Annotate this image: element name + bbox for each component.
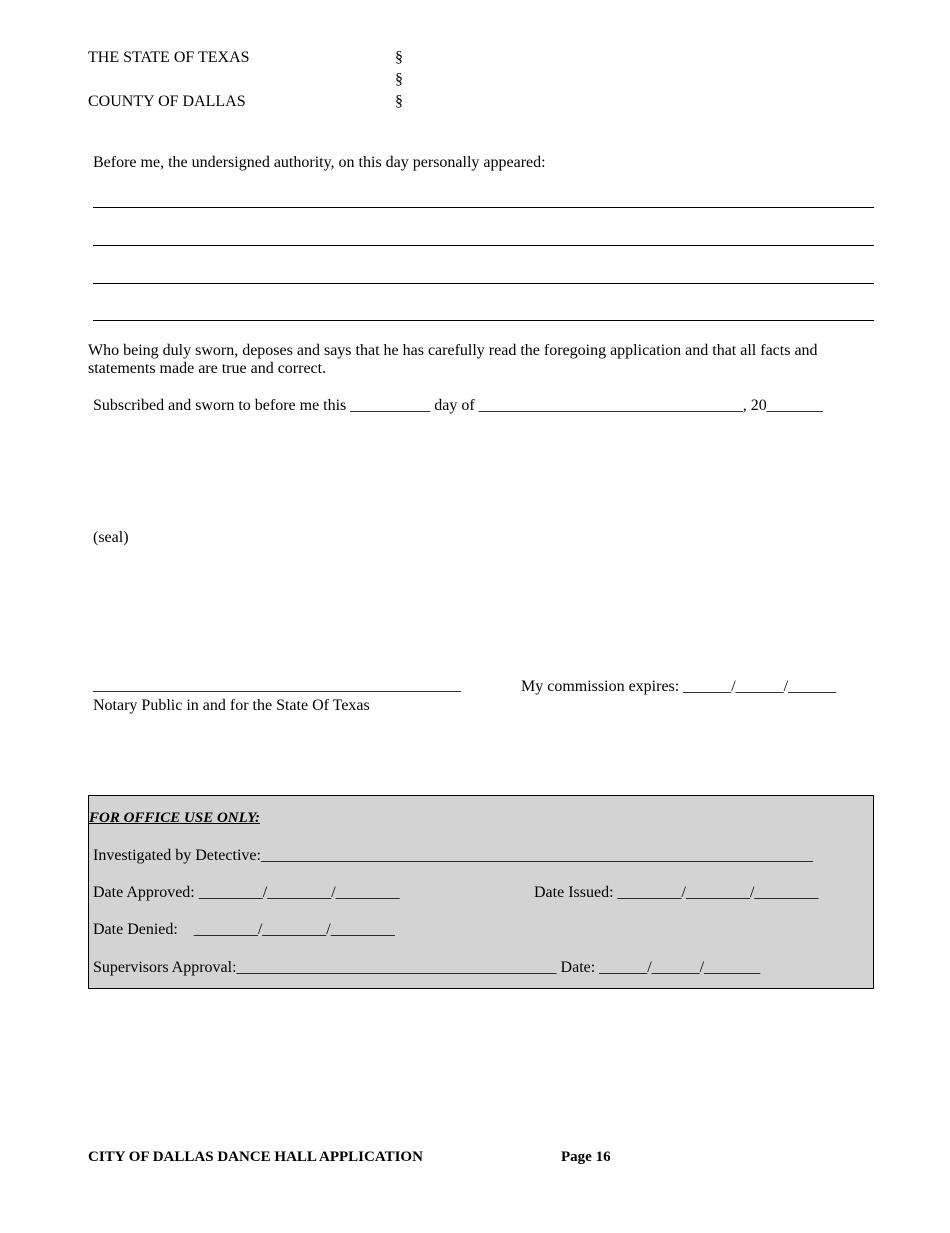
appearer-line-1[interactable] [93,207,874,208]
section-mark: § [395,49,403,66]
section-mark: § [395,93,403,110]
subscribed-line: Subscribed and sworn to before me this __________ day of _________________________________, 20_______ [93,397,823,414]
notary-signature-line[interactable]: ______________________________________________ [93,677,461,694]
seal-label: (seal) [93,529,129,546]
county-label: COUNTY OF DALLAS [88,93,246,110]
notary-label: Notary Public in and for the State Of Texas [93,697,370,714]
office-use-box [88,795,874,989]
commission-expires: My commission expires: ______/______/______ [521,678,837,695]
investigated-by-field[interactable]: Investigated by Detective:_____________________________________________________________________ [93,847,813,864]
application-title: CITY OF DALLAS DANCE HALL APPLICATION [88,1149,423,1165]
date-approved-field[interactable]: Date Approved: ________/________/________ [93,884,400,901]
state-label: THE STATE OF TEXAS [88,49,250,66]
office-use-title: FOR OFFICE USE ONLY: [89,810,261,826]
appearer-line-4[interactable] [93,320,874,321]
affidavit-intro: Before me, the undersigned authority, on this day personally appeared: [93,154,546,171]
supervisors-approval-field[interactable]: Supervisors Approval:________________________________________ Date: ______/______/_______ [93,959,761,976]
appearer-line-3[interactable] [93,283,874,284]
section-mark: § [395,71,403,88]
page-number: Page 16 [561,1149,611,1165]
sworn-statement: Who being duly sworn, deposes and says that he has carefully read the foregoing application and that all facts and statements made are true and correct. [88,342,818,377]
appearer-line-2[interactable] [93,245,874,246]
date-denied-field[interactable]: Date Denied: ________/________/________ [93,921,395,938]
date-issued-field[interactable]: Date Issued: ________/________/________ [534,884,819,901]
